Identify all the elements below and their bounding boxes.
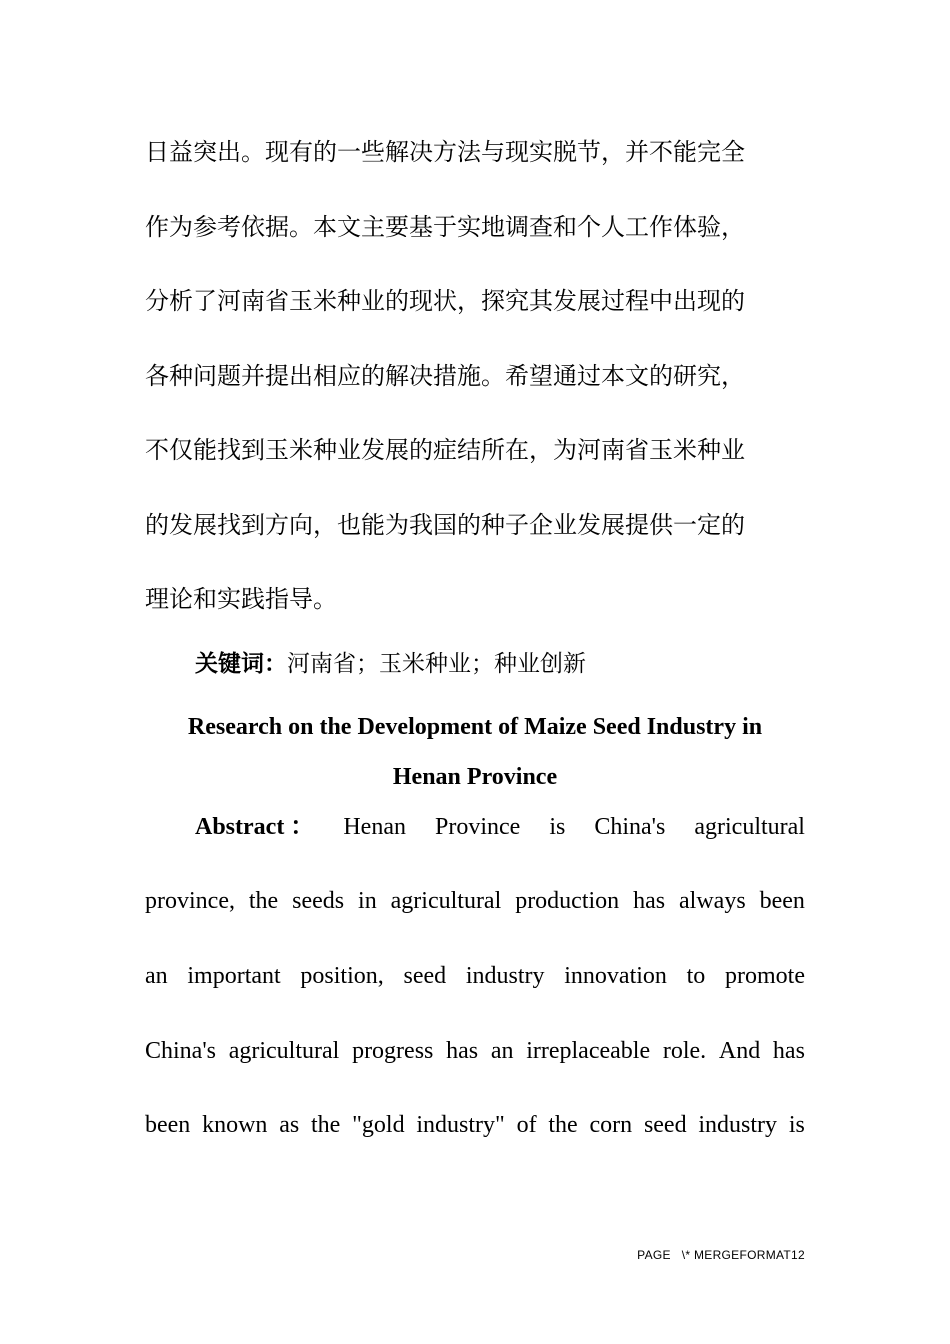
english-title-line-2: Henan Province bbox=[392, 764, 558, 790]
abstract-word: innovation bbox=[564, 963, 667, 989]
abstract-line-2 bbox=[145, 886, 805, 916]
english-title-line-1: Research on the Development of Maize Seed Industry in bbox=[187, 714, 763, 740]
cn-body-line-4: 各种问题并提出相应的解决措施。希望通过本文的研究， bbox=[145, 362, 745, 390]
page-number-field: PAGE \* MERGEFORMAT12 bbox=[637, 1248, 805, 1262]
keywords-label: 关键词： bbox=[195, 651, 287, 677]
cn-body-line-1: 日益突出。现有的一些解决方法与现实脱节，并不能完全 bbox=[145, 138, 745, 166]
abstract-word: an bbox=[490, 1038, 514, 1064]
abstract-word: has bbox=[772, 1038, 805, 1064]
abstract-line-4 bbox=[145, 1036, 805, 1066]
cn-body-line-3: 分析了河南省玉米种业的现状，探究其发展过程中出现的 bbox=[145, 287, 745, 315]
abstract-word: important bbox=[187, 963, 281, 989]
cn-body-line-2: 作为参考依据。本文主要基于实地调查和个人工作体验， bbox=[145, 213, 745, 241]
abstract-word: seed bbox=[403, 963, 447, 989]
abstract-word: position, bbox=[300, 963, 384, 989]
abstract-word: agricultural bbox=[694, 814, 805, 840]
abstract-word: been bbox=[759, 888, 805, 914]
abstract-word: is bbox=[549, 814, 566, 840]
abstract-word: Henan bbox=[343, 814, 406, 840]
abstract-label: Abstract ： bbox=[195, 814, 315, 840]
abstract-first-line bbox=[195, 812, 805, 842]
abstract-word: to bbox=[686, 963, 706, 989]
abstract-word: seed bbox=[643, 1112, 687, 1138]
abstract-word: has bbox=[446, 1038, 479, 1064]
abstract-word: agricultural bbox=[390, 888, 502, 914]
abstract-line-3 bbox=[145, 961, 805, 991]
abstract-word: progress bbox=[352, 1038, 434, 1064]
abstract-word: "gold bbox=[352, 1112, 405, 1138]
abstract-word: seeds bbox=[292, 888, 345, 914]
abstract-word: And bbox=[718, 1038, 761, 1064]
abstract-line-5 bbox=[145, 1110, 805, 1140]
abstract-word: of bbox=[516, 1112, 537, 1138]
abstract-word: industry" bbox=[416, 1112, 505, 1138]
abstract-word: as bbox=[279, 1112, 300, 1138]
abstract-word: the bbox=[548, 1112, 578, 1138]
abstract-word: China's bbox=[594, 814, 666, 840]
keywords-line bbox=[195, 648, 586, 680]
abstract-word: the bbox=[248, 888, 279, 914]
abstract-word: known bbox=[202, 1112, 268, 1138]
abstract-word: always bbox=[679, 888, 746, 914]
cn-body-line-5: 不仅能找到玉米种业发展的症结所在，为河南省玉米种业 bbox=[145, 436, 745, 464]
cn-body-line-6: 的发展找到方向，也能为我国的种子企业发展提供一定的 bbox=[145, 511, 745, 539]
abstract-word: corn bbox=[589, 1112, 633, 1138]
abstract-word: an bbox=[145, 963, 168, 989]
abstract-word: industry bbox=[465, 963, 545, 989]
abstract-word: production bbox=[515, 888, 620, 914]
abstract-word: the bbox=[311, 1112, 341, 1138]
abstract-word: role. bbox=[662, 1038, 707, 1064]
abstract-word: is bbox=[788, 1112, 805, 1138]
cn-body-line-7: 理论和实践指导。 bbox=[145, 585, 337, 613]
abstract-word: China's bbox=[145, 1038, 216, 1064]
abstract-word: been bbox=[145, 1112, 191, 1138]
abstract-word: promote bbox=[725, 963, 805, 989]
abstract-word: industry bbox=[698, 1112, 778, 1138]
abstract-word: irreplaceable bbox=[526, 1038, 651, 1064]
keywords-value: 河南省；玉米种业；种业创新 bbox=[287, 651, 586, 677]
abstract-word: province, bbox=[145, 888, 235, 914]
abstract-word: has bbox=[633, 888, 666, 914]
abstract-word: in bbox=[358, 888, 377, 914]
abstract-word: agricultural bbox=[228, 1038, 340, 1064]
abstract-word: Province bbox=[434, 814, 521, 840]
